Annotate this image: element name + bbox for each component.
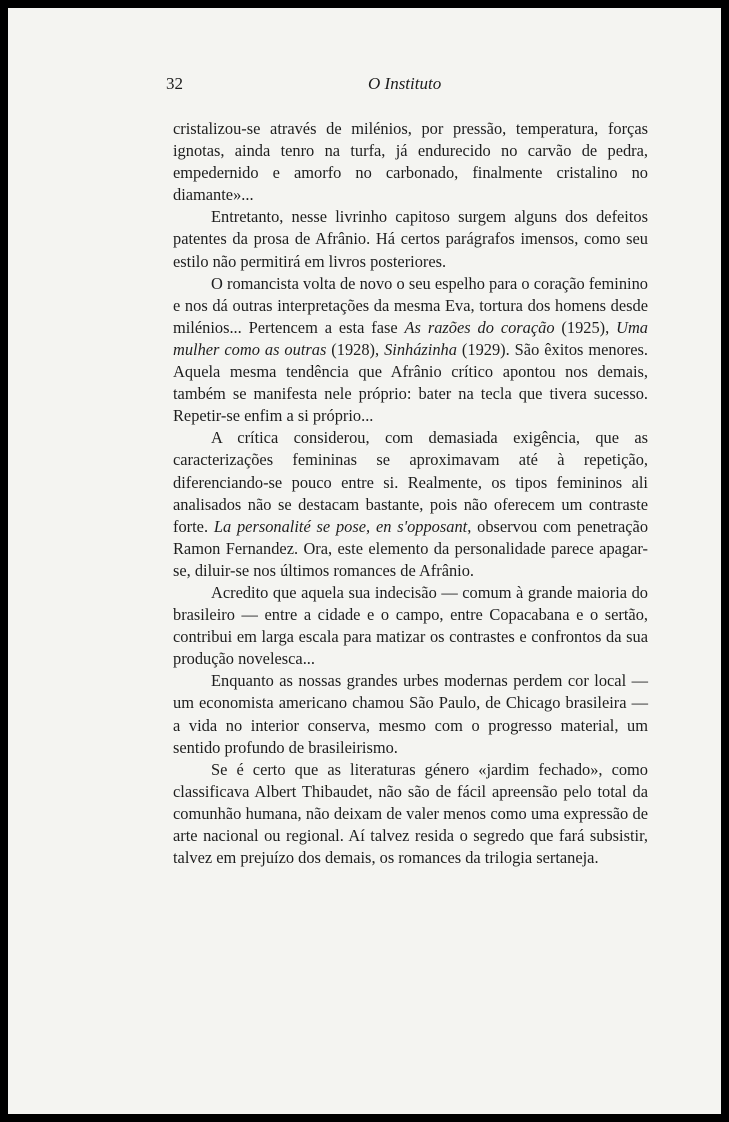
text-run: Se é certo que as literaturas género «jardim fechado», como classificava Albert Thibaudet, não são de fácil apreensão pelo total da comunhão humana, não deixam de valer menos como uma expressão de arte nacional ou regional. Aí talvez resida o segredo que fará subsistir, talvez em prejuízo dos demais, os romances da trilogia sertaneja.	[173, 759, 648, 868]
text-run: O romancista volta de novo o seu espelho para o coração feminino e nos dá outras interpretações da mesma Eva, tortura dos homens desde milénios... Pertencem a esta fase	[173, 273, 648, 337]
text-run: (1925),	[554, 317, 617, 337]
italic-title: Uma mulher como as outras	[173, 317, 648, 359]
text-run: (1928),	[326, 339, 385, 359]
page-number: 32	[166, 74, 183, 93]
italic-title: As razões do coração	[404, 317, 555, 337]
paragraph	[173, 206, 648, 272]
journal-title: O Instituto	[368, 74, 442, 93]
paragraph	[173, 759, 648, 869]
book-page	[8, 8, 721, 1114]
paragraph	[173, 427, 648, 582]
text-run: Acredito que aquela sua indecisão — comum à grande maioria do brasileiro — entre a cidade e o campo, entre Copacabana e o sertão, contribui em larga escala para matizar os contrastes e confrontos da sua produção novelesca...	[173, 582, 648, 669]
italic-title: Sinházinha	[384, 339, 457, 359]
running-head	[8, 74, 721, 98]
text-run: Entretanto, nesse livrinho capitoso surgem alguns dos defeitos patentes da prosa de Afrânio. Há certos parágrafos imensos, como seu estilo não permitirá em livros posteriores.	[173, 207, 648, 271]
paragraph	[173, 582, 648, 670]
text-run: Enquanto as nossas grandes urbes modernas perdem cor local — um economista americano chamou São Paulo, de Chicago brasileira — a vida no interior conserva, mesmo com o progresso material, um sentido profundo de brasileirismo.	[173, 671, 648, 757]
text-run: A crítica considerou, com demasiada exigência, que as caracterizações femininas se aproximavam até à repetição, diferenciando-se pouco entre si. Realmente, os tipos femininos ali analisados não se destacam bastante, pois não oferecem um contraste forte.	[173, 428, 648, 536]
text-run: (1929). São êxitos menores. Aquela mesma tendência que Afrânio crítico apontou nos demais, também se manifesta nele próprio: bater na tecla que tivera sucesso. Repetir-se enfim a si próprio...	[173, 339, 648, 426]
italic-title: La personalité se pose, en s'opposant	[213, 516, 468, 536]
text-run: , observou com penetração Ramon Fernandez. Ora, este elemento da personalidade parece apagar-se, diluir-se nos últimos romances de Afrânio.	[173, 516, 649, 580]
text-run: cristalizou-se através de milénios, por pressão, temperatura, forças ignotas, ainda tenro na turfa, já endurecido no carvão de pedra, empedernido e amorfo no carbonado, finalmente cristalino no diamante»...	[173, 119, 648, 205]
paragraph	[173, 118, 648, 206]
paragraph	[173, 273, 648, 428]
paragraph	[173, 670, 648, 758]
body-text	[173, 118, 648, 869]
